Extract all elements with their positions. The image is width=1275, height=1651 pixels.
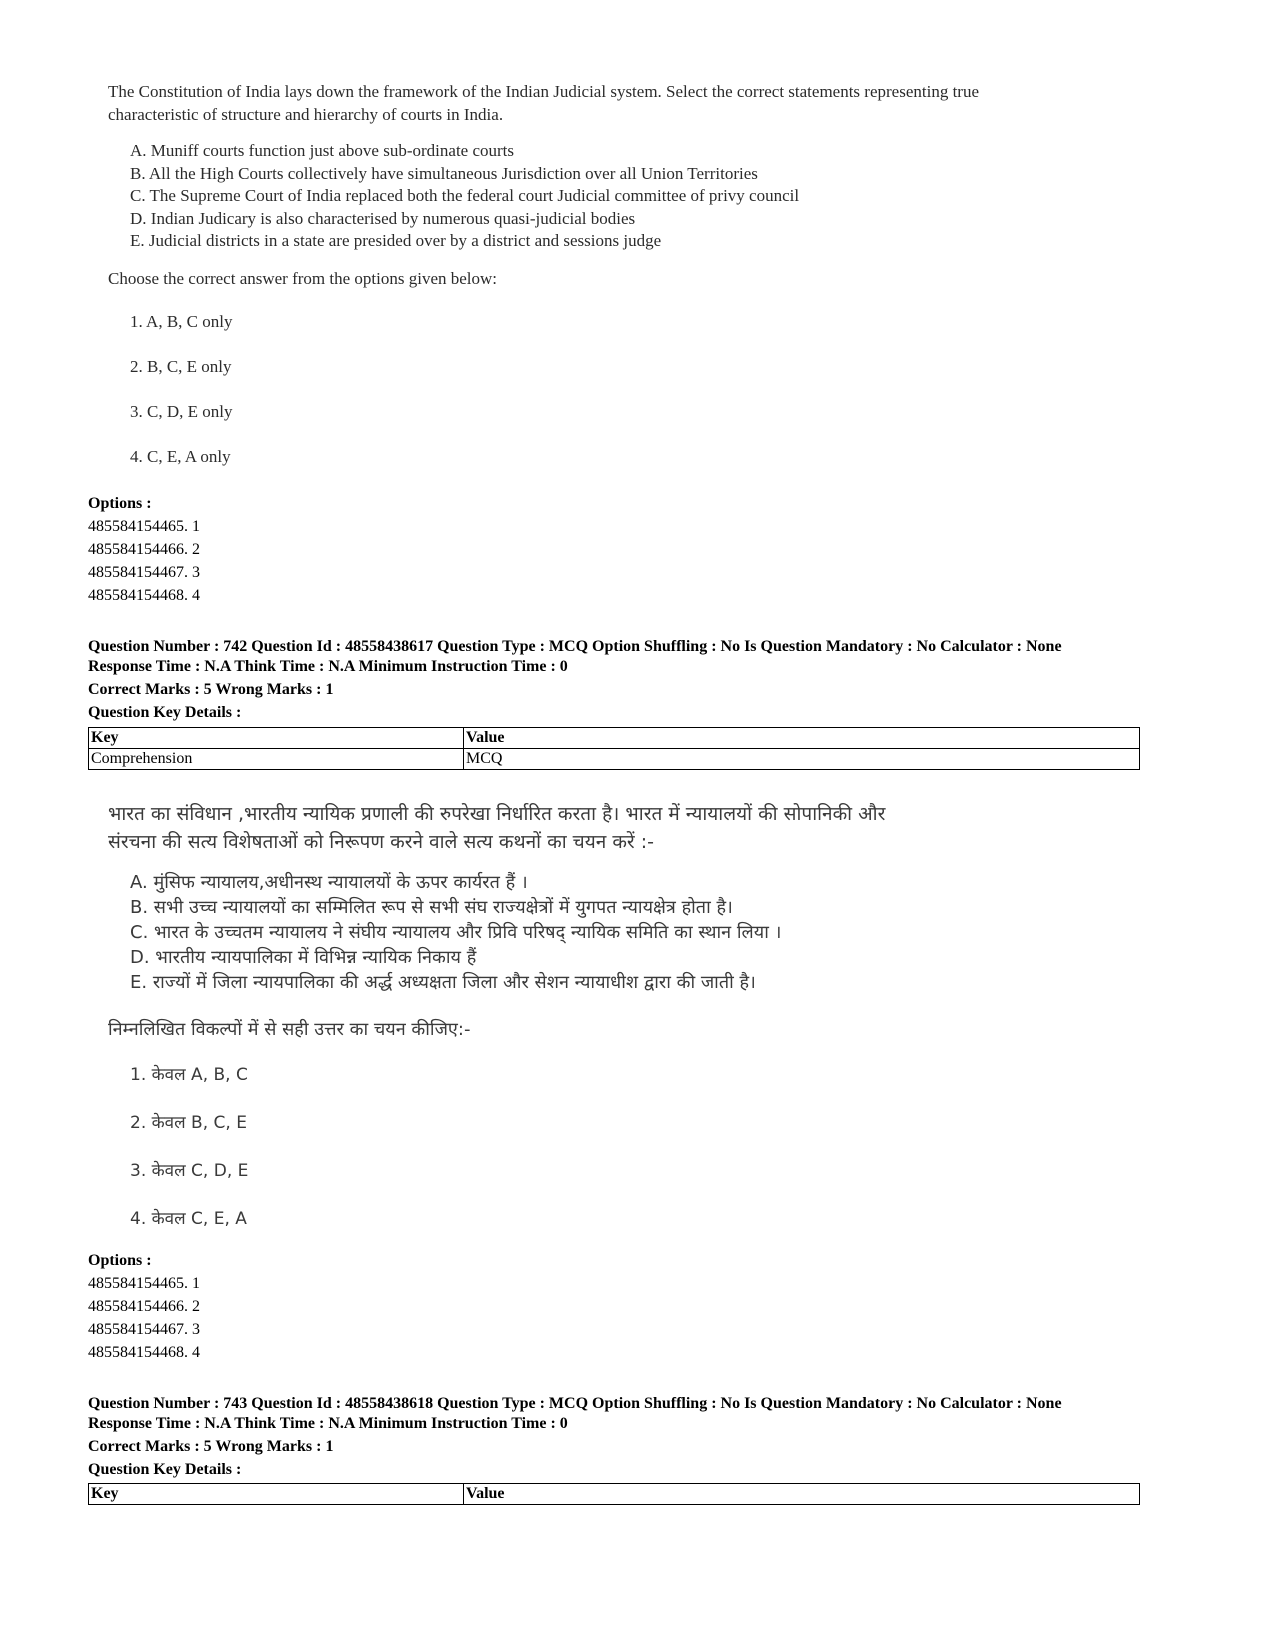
choose-instruction: Choose the correct answer from the options given below: (108, 268, 498, 288)
question-stem-line: संरचना की सत्य विशेषताओं को निरूपण करने वाले सत्य कथनों का चयन करें :- (108, 831, 654, 853)
answer-choice: 3. C, D, E only (130, 401, 233, 421)
table-header-row (89, 1484, 1140, 1505)
choose-instruction: निम्नलिखित विकल्पों में से सही उत्तर का चयन कीजिए:- (108, 1019, 471, 1040)
statement: C. भारत के उच्चतम न्यायालय ने संघीय न्यायालय और प्रिवि परिषद् न्यायिक समिति का स्थान लिया । (130, 922, 782, 943)
answer-choice: 2. B, C, E only (130, 356, 232, 376)
statement: E. राज्यों में जिला न्यायपालिका की अर्द्ध अध्यक्षता जिला और सेशन न्यायाधीश द्वारा की जाती है। (130, 972, 756, 993)
table-cell: MCQ (464, 749, 1140, 770)
answer-choice: 1. A, B, C only (130, 311, 233, 331)
option-item: 485584154467. 3 (88, 564, 200, 581)
answer-choice: 3. केवल C, D, E (130, 1161, 249, 1181)
key-details-table (88, 727, 1140, 770)
option-item: 485584154468. 4 (88, 1344, 200, 1361)
question-metadata (88, 1394, 1062, 1480)
key-details-label: Question Key Details : (88, 704, 242, 721)
option-item: 485584154465. 1 (88, 518, 200, 535)
question-stem (108, 800, 1008, 856)
question-meta-line: Question Number : 743 Question Id : 48558438618 Question Type : MCQ Option Shuffling : No Is Question Mandatory : No Calculator : None (88, 1395, 1062, 1412)
options-block (88, 1249, 200, 1364)
table-cell: Comprehension (89, 749, 464, 770)
question-stem: The Constitution of India lays down the framework of the Indian Judicial system. Select the correct statements representing true characteristic of structure and hierarchy of courts in India. (108, 82, 980, 124)
question-image-hindi (108, 800, 1008, 1243)
question-meta-line: Response Time : N.A Think Time : N.A Minimum Instruction Time : 0 (88, 1415, 568, 1432)
table-row (89, 749, 1140, 770)
answer-list (130, 1051, 1008, 1243)
statement-list (130, 870, 1008, 995)
statement: C. The Supreme Court of India replaced both the federal court Judicial committee of privy council (130, 186, 800, 205)
answer-choice: 4. केवल C, E, A (130, 1209, 247, 1229)
question-stem-line: भारत का संविधान ,भारतीय न्यायिक प्रणाली की रुपरेखा निर्धारित करता है। भारत में न्यायालयों की सोपानिकी और (108, 803, 886, 825)
table-header-cell: Key (89, 728, 464, 749)
statement: D. Indian Judicary is also characterised by numerous quasi-judicial bodies (130, 208, 636, 228)
key-details-label: Question Key Details : (88, 1461, 242, 1478)
table-header-cell: Value (464, 728, 1140, 749)
table-header-cell: Value (464, 1484, 1140, 1505)
statement: B. सभी उच्च न्यायालयों का सम्मिलित रूप से सभी संघ राज्यक्षेत्रों में युगपत न्यायक्षेत्र होता है। (130, 897, 733, 918)
table-header-cell: Key (89, 1484, 464, 1505)
option-item: 485584154466. 2 (88, 1298, 200, 1315)
option-item: 485584154468. 4 (88, 587, 200, 604)
marks-line: Correct Marks : 5 Wrong Marks : 1 (88, 1438, 334, 1455)
options-block (88, 492, 200, 607)
question-image-english (108, 80, 1008, 479)
option-item: 485584154466. 2 (88, 541, 200, 558)
statement: B. All the High Courts collectively have simultaneous Jurisdiction over all Union Territories (130, 163, 758, 183)
options-label: Options : (88, 1252, 152, 1269)
answer-choice: 4. C, E, A only (130, 446, 231, 466)
statement: A. मुंसिफ न्यायालय,अधीनस्थ न्यायालयों के ऊपर कार्यरत हैं । (130, 872, 528, 893)
answer-choice: 2. केवल B, C, E (130, 1113, 247, 1133)
options-label: Options : (88, 495, 152, 512)
question-meta-line: Response Time : N.A Think Time : N.A Minimum Instruction Time : 0 (88, 658, 568, 675)
answer-choice: 1. केवल A, B, C (130, 1065, 248, 1085)
option-item: 485584154467. 3 (88, 1321, 200, 1338)
marks-line: Correct Marks : 5 Wrong Marks : 1 (88, 681, 334, 698)
key-details-table (88, 1483, 1140, 1505)
question-metadata (88, 637, 1062, 723)
option-item: 485584154465. 1 (88, 1275, 200, 1292)
statement: E. Judicial districts in a state are presided over by a district and sessions judge (130, 231, 662, 250)
statement: D. भारतीय न्यायपालिका में विभिन्न न्यायिक निकाय हैं (130, 947, 477, 968)
answer-list (130, 299, 1008, 479)
table-header-row (89, 728, 1140, 749)
statement-list (130, 140, 1008, 253)
statement: A. Muniff courts function just above sub-ordinate courts (130, 141, 515, 160)
question-meta-line: Question Number : 742 Question Id : 48558438617 Question Type : MCQ Option Shuffling : No Is Question Mandatory : No Calculator : None (88, 638, 1062, 655)
